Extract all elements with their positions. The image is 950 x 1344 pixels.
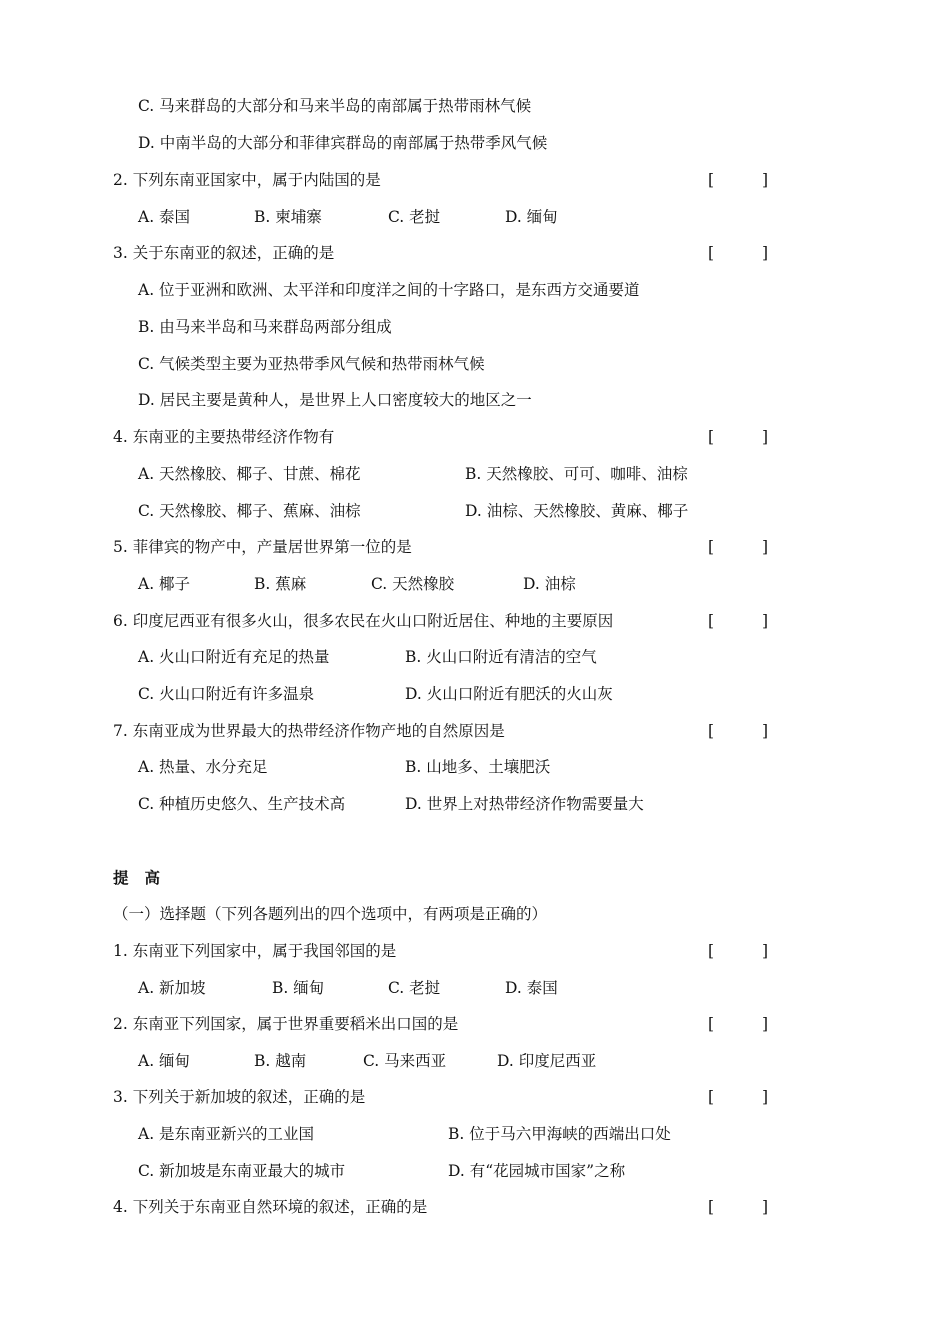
option-c: C. 天然橡胶、椰子、蕉麻、油棕 [138,502,361,520]
option-b: B. 由马来半岛和马来群岛两部分组成 [138,318,392,336]
option-a: A. 新加坡 [138,979,206,997]
question-stem: 4. 下列关于东南亚自然环境的叙述，正确的是 [113,1198,428,1216]
option-c: C. 种植历史悠久、生产技术高 [138,795,346,813]
question-stem: 6. 印度尼西亚有很多火山，很多农民在火山口附近居住、种地的主要原因 [113,612,614,630]
options-row [0,1051,950,1071]
question-stem: 3. 下列关于新加坡的叙述，正确的是 [113,1088,366,1106]
option-d: D. 火山口附近有肥沃的火山灰 [405,685,613,703]
option-a: A. 缅甸 [138,1052,191,1070]
answer-bracket: [ ] [708,428,768,446]
options-row [0,501,950,521]
option-c: C. 气候类型主要为亚热带季风气候和热带雨林气候 [138,355,485,373]
options-row [0,574,950,594]
question-stem: 3. 关于东南亚的叙述，正确的是 [113,244,335,262]
options-row [0,684,950,704]
answer-bracket: [ ] [708,244,768,262]
option-b: B. 山地多、土壤肥沃 [405,758,551,776]
option-c: C. 老挝 [388,208,441,226]
option-d: D. 印度尼西亚 [497,1052,597,1070]
option-c: C. 新加坡是东南亚最大的城市 [138,1162,346,1180]
option-b: B. 越南 [254,1052,307,1070]
options-row [0,647,950,667]
question-stem: 7. 东南亚成为世界最大的热带经济作物产地的自然原因是 [113,722,505,740]
option-a: A. 天然橡胶、椰子、甘蔗、棉花 [138,465,361,483]
option-d: D. 油棕 [523,575,576,593]
options-row [0,464,950,484]
option-d: D. 居民主要是黄种人，是世界上人口密度较大的地区之一 [138,391,532,409]
answer-bracket: [ ] [708,1088,768,1106]
option-b: B. 蕉麻 [254,575,307,593]
options-row [0,207,950,227]
option-a: A. 泰国 [138,208,191,226]
option-d-q1: D. 中南半岛的大部分和菲律宾群岛的南部属于热带季风气候 [138,134,548,152]
option-c: C. 老挝 [388,979,441,997]
option-d: D. 世界上对热带经济作物需要量大 [405,795,644,813]
option-a: A. 是东南亚新兴的工业国 [138,1125,315,1143]
option-d: D. 泰国 [505,979,558,997]
option-d: D. 有“花园城市国家”之称 [448,1162,626,1180]
question-stem: 1. 东南亚下列国家中，属于我国邻国的是 [113,942,397,960]
options-row [0,757,950,777]
option-b: B. 柬埔寨 [254,208,322,226]
options-row [0,794,950,814]
question-stem: 2. 东南亚下列国家，属于世界重要稻米出口国的是 [113,1015,459,1033]
option-b: B. 火山口附近有清洁的空气 [405,648,597,666]
answer-bracket: [ ] [708,612,768,630]
option-d: D. 缅甸 [505,208,558,226]
answer-bracket: [ ] [708,722,768,740]
answer-bracket: [ ] [708,538,768,556]
option-c: C. 天然橡胶 [371,575,455,593]
option-b: B. 位于马六甲海峡的西端出口处 [448,1125,671,1143]
question-stem: 5. 菲律宾的物产中，产量居世界第一位的是 [113,538,412,556]
option-a: A. 火山口附近有充足的热量 [138,648,330,666]
option-a: A. 椰子 [138,575,191,593]
options-row [0,978,950,998]
section-instructions: （一）选择题（下列各题列出的四个选项中，有两项是正确的） [113,905,548,923]
question-stem: 4. 东南亚的主要热带经济作物有 [113,428,335,446]
option-b: B. 天然橡胶、可可、咖啡、油棕 [465,465,688,483]
options-row [0,1161,950,1181]
options-row [0,1124,950,1144]
question-stem: 2. 下列东南亚国家中，属于内陆国的是 [113,171,381,189]
answer-bracket: [ ] [708,1198,768,1216]
option-a: A. 热量、水分充足 [138,758,268,776]
answer-bracket: [ ] [708,171,768,189]
section-heading: 提 高 [113,868,161,887]
option-c-q1: C. 马来群岛的大部分和马来半岛的南部属于热带雨林气候 [138,97,532,115]
answer-bracket: [ ] [708,942,768,960]
option-b: B. 缅甸 [272,979,325,997]
option-c: C. 马来西亚 [363,1052,447,1070]
option-d: D. 油棕、天然橡胶、黄麻、椰子 [465,502,689,520]
option-a: A. 位于亚洲和欧洲、太平洋和印度洋之间的十字路口，是东西方交通要道 [138,281,640,299]
option-c: C. 火山口附近有许多温泉 [138,685,315,703]
answer-bracket: [ ] [708,1015,768,1033]
